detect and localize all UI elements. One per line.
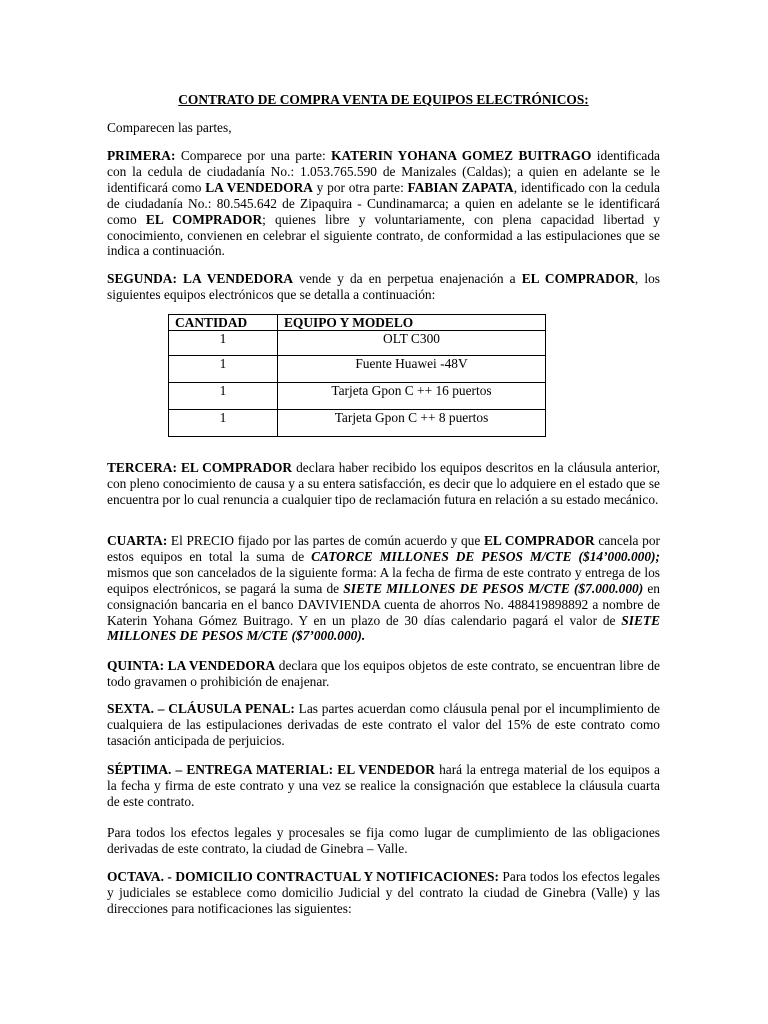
buyer-role: EL COMPRADOR (483, 533, 595, 548)
table-row (169, 356, 546, 383)
clause-text: , identificado con la cedula de ciudadanía No.: 80.545.642 de Zipaquira - Cundinamarca; a quien en adelante se le identificará como (107, 179, 660, 227)
clause-text: Para todos los efectos legales y judiciales se establece como domicilio Judicial y del contrato la ciudad de Ginebra (Valle) y las direcciones para notificaciones las siguientes: (107, 869, 660, 916)
clause-text: Comparece por una parte: (175, 148, 332, 163)
intro-paragraph: Comparecen las partes, (107, 120, 232, 135)
table-header-row (169, 315, 546, 331)
clause-text: El PRECIO fijado por las partes de común acuerdo y que (167, 533, 484, 548)
clause-tercera (107, 460, 660, 508)
equipment-cell: Tarjeta Gpon C ++ 16 puertos (278, 383, 546, 410)
seller-role: EL VENDEDOR (337, 762, 435, 777)
clause-text: identificada con la cedula de ciudadanía No.: 1.053.765.590 de Manizales (Caldas); a quien en adelante se le identificará como (107, 148, 660, 195)
clause-label: SEXTA. – CLÁUSULA PENAL: (107, 701, 295, 716)
clause-septima (107, 762, 660, 810)
clause-segunda (107, 271, 660, 303)
buyer-name: FABIAN ZAPATA (407, 179, 514, 195)
clause-text: vende y da en perpetua enajenación a (293, 271, 522, 286)
column-header-equipment: EQUIPO Y MODELO (278, 315, 546, 331)
clause-text: ; quienes libre y voluntariamente, con plena capacidad libertad y conocimiento, convienen en celebrar el siguiente contrato, de conformidad a las estipulaciones que se indica a continuación. (107, 211, 660, 259)
clause-text: en consignación bancaria en el banco DAVIVIENDA cuenta de ahorros No. 488419898892 a nombre de Katerin Yohana Gómez Buitrago. Y en un plazo de 30 días calendario pagará el valor de (107, 580, 660, 628)
seller-role: LA VENDEDORA (183, 271, 294, 286)
clause-cuarta (107, 533, 660, 644)
clause-text: cancela por estos equipos en total la suma de (107, 533, 660, 564)
clause-quinta (107, 658, 660, 690)
clause-label: CUARTA: (107, 533, 168, 548)
table-row (169, 410, 546, 437)
clause-primera (107, 148, 660, 259)
quantity-cell: 1 (169, 410, 278, 437)
first-payment-amount: SIETE MILLONES DE PESOS M/CTE ($7.000.000) (343, 580, 644, 596)
equipment-cell: Fuente Huawei -48V (278, 356, 546, 383)
legal-effects-paragraph: Para todos los efectos legales y procesales se fija como lugar de cumplimiento de las obligaciones derivadas de este contrato, la ciudad de Ginebra – Valle. (107, 825, 660, 856)
clause-label: SÉPTIMA. – ENTREGA MATERIAL: (107, 762, 334, 777)
clause-text: y por otra parte: (312, 179, 408, 195)
clause-text: declara haber recibido los equipos descritos en la cláusula anterior, con pleno conocimiento de causa y a su entera satisfacción, es decir que lo adquiere en el estado que se encuentra por lo cual renuncia a cualquier tipo de reclamación futura en relación a su estado mecánico. (107, 460, 660, 507)
seller-role: LA VENDEDORA (167, 658, 276, 673)
clause-label: PRIMERA: (107, 148, 176, 163)
seller-name: KATERIN YOHANA GOMEZ BUITRAGO (331, 148, 592, 163)
column-header-quantity: CANTIDAD (169, 315, 278, 331)
quantity-cell: 1 (169, 383, 278, 410)
clause-text: hará la entrega material de los equipos a la fecha y firma de este contrato y una vez se realice la consignación que establece la cláusula cuarta de este contrato. (107, 762, 660, 809)
total-amount: CATORCE MILLONES DE PESOS M/CTE ($14’000.000); (311, 548, 660, 564)
table-row (169, 383, 546, 410)
clause-label: OCTAVA. - DOMICILIO CONTRACTUAL Y NOTIFICACIONES: (107, 869, 499, 884)
clause-sexta (107, 701, 660, 749)
clause-text: mismos que son cancelados de la siguiente forma: A la fecha de firma de este contrato y entrega de los equipos electrónicos, se pagará la suma de (107, 564, 660, 596)
buyer-role: EL COMPRADOR (145, 211, 263, 227)
document-title: CONTRATO DE COMPRA VENTA DE EQUIPOS ELECTRÓNICOS: (178, 92, 589, 107)
clause-label: TERCERA: (107, 460, 177, 475)
equipment-cell: OLT C300 (278, 331, 546, 356)
quantity-cell: 1 (169, 331, 278, 356)
table-row (169, 331, 546, 356)
quantity-cell: 1 (169, 356, 278, 383)
clause-text: declara que los equipos objetos de este contrato, se encuentran libre de todo gravamen o prohibición de enajenar. (107, 658, 660, 689)
clause-octava (107, 869, 660, 917)
second-payment-amount: SIETE MILLONES DE PESOS M/CTE ($7’000.000). (107, 612, 660, 644)
clause-text: Las partes acuerdan como cláusula penal por el incumplimiento de cualquiera de las estipulaciones derivadas de este contrato el valor del 15% de este contrato como tasación anticipada de perjuicios. (107, 701, 661, 748)
buyer-role: EL COMPRADOR (521, 271, 635, 286)
buyer-role: EL COMPRADOR (180, 460, 293, 475)
clause-text: , los siguientes equipos electrónicos que se detalla a continuación: (107, 271, 660, 302)
clause-label: SEGUNDA: (107, 271, 177, 286)
equipment-table (168, 314, 546, 437)
equipment-cell: Tarjeta Gpon C ++ 8 puertos (278, 410, 546, 437)
seller-role: LA VENDEDORA (205, 179, 313, 195)
clause-label: QUINTA: (107, 658, 165, 673)
